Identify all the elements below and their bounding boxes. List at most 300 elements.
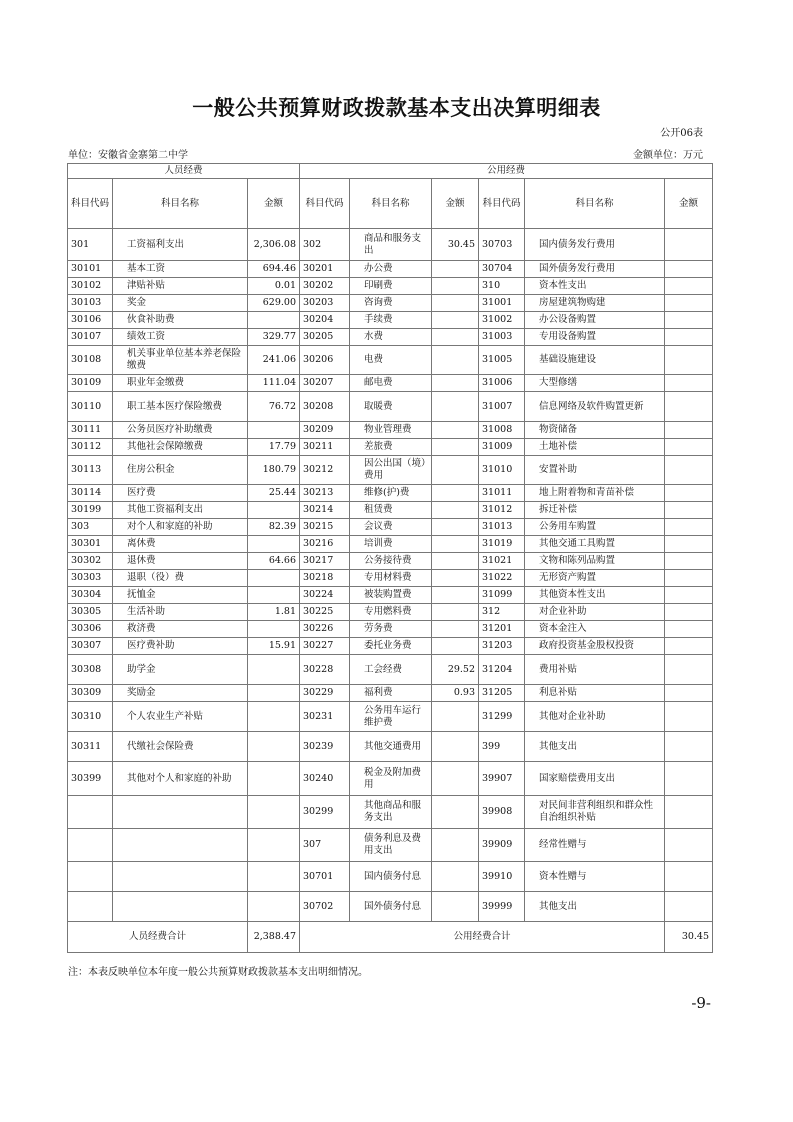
personnel-amount-cell bbox=[248, 422, 300, 439]
capital-name-cell: 房屋建筑物购建 bbox=[525, 295, 665, 312]
personnel-name-cell: 生活补助 bbox=[113, 604, 248, 621]
public-code-cell: 307 bbox=[300, 829, 350, 862]
table-row bbox=[68, 762, 713, 796]
personnel-code-cell: 30301 bbox=[68, 536, 113, 553]
form-number: 公开06表 bbox=[660, 128, 703, 139]
public-name-cell: 其他商品和服务支出 bbox=[350, 796, 432, 829]
personnel-amount-cell bbox=[248, 587, 300, 604]
public-total-label: 公用经费合计 bbox=[300, 922, 665, 953]
capital-name-cell: 拆迁补偿 bbox=[525, 502, 665, 519]
personnel-name-cell: 基本工资 bbox=[113, 261, 248, 278]
public-code-cell: 30212 bbox=[300, 456, 350, 485]
public-name-cell: 物业管理费 bbox=[350, 422, 432, 439]
capital-name-cell: 基础设施建设 bbox=[525, 346, 665, 375]
public-code-cell: 30218 bbox=[300, 570, 350, 587]
table-row bbox=[68, 570, 713, 587]
table-row bbox=[68, 439, 713, 456]
public-name-cell: 因公出国（境）费用 bbox=[350, 456, 432, 485]
capital-name-cell: 国内债务发行费用 bbox=[525, 229, 665, 261]
table-row bbox=[68, 519, 713, 536]
col-header-name: 科目名称 bbox=[525, 179, 665, 229]
capital-code-cell: 39999 bbox=[479, 892, 525, 922]
public-name-cell: 印刷费 bbox=[350, 278, 432, 295]
public-name-cell: 工会经费 bbox=[350, 655, 432, 685]
table-row bbox=[68, 485, 713, 502]
personnel-code-cell: 30111 bbox=[68, 422, 113, 439]
capital-name-cell: 其他资本性支出 bbox=[525, 587, 665, 604]
capital-code-cell: 39907 bbox=[479, 762, 525, 796]
public-code-cell: 30701 bbox=[300, 862, 350, 892]
capital-code-cell: 31019 bbox=[479, 536, 525, 553]
capital-name-cell: 文物和陈列品购置 bbox=[525, 553, 665, 570]
personnel-code-cell: 30307 bbox=[68, 638, 113, 655]
public-code-cell: 30228 bbox=[300, 655, 350, 685]
personnel-name-cell: 代缴社会保险费 bbox=[113, 732, 248, 762]
personnel-code-cell: 30306 bbox=[68, 621, 113, 638]
capital-code-cell: 310 bbox=[479, 278, 525, 295]
public-amount-cell bbox=[432, 796, 479, 829]
capital-amount-cell bbox=[665, 587, 713, 604]
capital-name-cell: 资本性赠与 bbox=[525, 862, 665, 892]
personnel-code-cell bbox=[68, 796, 113, 829]
capital-name-cell: 其他对企业补助 bbox=[525, 702, 665, 732]
personnel-name-cell bbox=[113, 862, 248, 892]
personnel-amount-cell bbox=[248, 685, 300, 702]
public-amount-cell bbox=[432, 762, 479, 796]
table-row bbox=[68, 829, 713, 862]
public-code-cell: 30206 bbox=[300, 346, 350, 375]
public-amount-cell bbox=[432, 892, 479, 922]
public-amount-cell bbox=[432, 422, 479, 439]
personnel-code-cell: 30310 bbox=[68, 702, 113, 732]
public-amount-cell bbox=[432, 261, 479, 278]
personnel-code-cell: 30302 bbox=[68, 553, 113, 570]
public-code-cell: 30202 bbox=[300, 278, 350, 295]
personnel-amount-cell bbox=[248, 621, 300, 638]
capital-code-cell: 31022 bbox=[479, 570, 525, 587]
amount-unit: 金额单位：万元 bbox=[633, 150, 703, 161]
public-amount-cell bbox=[432, 638, 479, 655]
personnel-amount-cell bbox=[248, 862, 300, 892]
table-row bbox=[68, 553, 713, 570]
public-code-cell: 30240 bbox=[300, 762, 350, 796]
capital-code-cell: 31009 bbox=[479, 439, 525, 456]
capital-amount-cell bbox=[665, 329, 713, 346]
public-amount-cell bbox=[432, 312, 479, 329]
public-amount-cell bbox=[432, 570, 479, 587]
public-amount-cell bbox=[432, 553, 479, 570]
public-name-cell: 电费 bbox=[350, 346, 432, 375]
capital-amount-cell bbox=[665, 570, 713, 587]
public-name-cell: 其他交通费用 bbox=[350, 732, 432, 762]
capital-amount-cell bbox=[665, 485, 713, 502]
public-code-cell: 30215 bbox=[300, 519, 350, 536]
public-amount-cell bbox=[432, 329, 479, 346]
personnel-amount-cell: 2,306.08 bbox=[248, 229, 300, 261]
public-total-amount: 30.45 bbox=[665, 922, 713, 953]
table-row bbox=[68, 587, 713, 604]
capital-code-cell: 31204 bbox=[479, 655, 525, 685]
personnel-code-cell: 30113 bbox=[68, 456, 113, 485]
capital-amount-cell bbox=[665, 392, 713, 422]
personnel-amount-cell: 0.01 bbox=[248, 278, 300, 295]
personnel-amount-cell: 17.79 bbox=[248, 439, 300, 456]
public-amount-cell bbox=[432, 702, 479, 732]
personnel-amount-cell bbox=[248, 829, 300, 862]
capital-name-cell: 其他支出 bbox=[525, 732, 665, 762]
public-code-cell: 30207 bbox=[300, 375, 350, 392]
public-code-cell: 30231 bbox=[300, 702, 350, 732]
capital-code-cell: 31002 bbox=[479, 312, 525, 329]
table-row bbox=[68, 621, 713, 638]
public-code-cell: 30211 bbox=[300, 439, 350, 456]
col-header-name: 科目名称 bbox=[350, 179, 432, 229]
personnel-code-cell: 30114 bbox=[68, 485, 113, 502]
public-name-cell: 国内债务付息 bbox=[350, 862, 432, 892]
personnel-name-cell: 住房公积金 bbox=[113, 456, 248, 485]
public-code-cell: 30213 bbox=[300, 485, 350, 502]
personnel-code-cell bbox=[68, 829, 113, 862]
unit-line bbox=[68, 146, 703, 161]
capital-amount-cell bbox=[665, 312, 713, 329]
public-name-cell: 邮电费 bbox=[350, 375, 432, 392]
personnel-code-cell: 30109 bbox=[68, 375, 113, 392]
capital-name-cell: 信息网络及软件购置更新 bbox=[525, 392, 665, 422]
capital-amount-cell bbox=[665, 892, 713, 922]
capital-code-cell: 31299 bbox=[479, 702, 525, 732]
capital-code-cell: 31007 bbox=[479, 392, 525, 422]
capital-code-cell: 31011 bbox=[479, 485, 525, 502]
public-code-cell: 30201 bbox=[300, 261, 350, 278]
personnel-amount-cell: 76.72 bbox=[248, 392, 300, 422]
personnel-code-cell: 30112 bbox=[68, 439, 113, 456]
public-code-cell: 30226 bbox=[300, 621, 350, 638]
personnel-code-cell: 30110 bbox=[68, 392, 113, 422]
capital-code-cell: 31010 bbox=[479, 456, 525, 485]
public-name-cell: 公务接待费 bbox=[350, 553, 432, 570]
capital-amount-cell bbox=[665, 685, 713, 702]
capital-code-cell: 31099 bbox=[479, 587, 525, 604]
capital-amount-cell bbox=[665, 621, 713, 638]
col-header-code: 科目代码 bbox=[68, 179, 113, 229]
col-header-code: 科目代码 bbox=[300, 179, 350, 229]
public-name-cell: 取暖费 bbox=[350, 392, 432, 422]
public-amount-cell bbox=[432, 295, 479, 312]
personnel-group-header: 人员经费 bbox=[68, 164, 300, 179]
public-name-cell: 商品和服务支出 bbox=[350, 229, 432, 261]
personnel-amount-cell: 1.81 bbox=[248, 604, 300, 621]
capital-code-cell: 31012 bbox=[479, 502, 525, 519]
table-row bbox=[68, 702, 713, 732]
public-name-cell: 委托业务费 bbox=[350, 638, 432, 655]
personnel-name-cell: 个人农业生产补贴 bbox=[113, 702, 248, 732]
capital-name-cell: 国家赔偿费用支出 bbox=[525, 762, 665, 796]
capital-name-cell: 土地补偿 bbox=[525, 439, 665, 456]
capital-name-cell: 资本金注入 bbox=[525, 621, 665, 638]
public-code-cell: 30203 bbox=[300, 295, 350, 312]
table-row bbox=[68, 261, 713, 278]
personnel-code-cell: 30101 bbox=[68, 261, 113, 278]
public-amount-cell bbox=[432, 862, 479, 892]
public-amount-cell bbox=[432, 346, 479, 375]
personnel-amount-cell bbox=[248, 570, 300, 587]
public-name-cell: 被装购置费 bbox=[350, 587, 432, 604]
capital-code-cell: 31205 bbox=[479, 685, 525, 702]
capital-name-cell: 对民间非营利组织和群众性自治组织补贴 bbox=[525, 796, 665, 829]
table-row bbox=[68, 312, 713, 329]
personnel-name-cell bbox=[113, 892, 248, 922]
personnel-name-cell: 公务员医疗补助缴费 bbox=[113, 422, 248, 439]
capital-amount-cell bbox=[665, 229, 713, 261]
personnel-amount-cell bbox=[248, 732, 300, 762]
public-amount-cell bbox=[432, 604, 479, 621]
personnel-name-cell bbox=[113, 796, 248, 829]
unit-name: 单位：安徽省金寨第二中学 bbox=[68, 150, 188, 161]
table-row bbox=[68, 329, 713, 346]
capital-amount-cell bbox=[665, 502, 713, 519]
table-row bbox=[68, 536, 713, 553]
capital-amount-cell bbox=[665, 796, 713, 829]
public-amount-cell bbox=[432, 621, 479, 638]
table-row bbox=[68, 392, 713, 422]
personnel-code-cell: 30303 bbox=[68, 570, 113, 587]
capital-amount-cell bbox=[665, 456, 713, 485]
capital-name-cell: 专用设备购置 bbox=[525, 329, 665, 346]
table-row bbox=[68, 422, 713, 439]
capital-amount-cell bbox=[665, 829, 713, 862]
personnel-code-cell: 30108 bbox=[68, 346, 113, 375]
capital-name-cell: 对企业补助 bbox=[525, 604, 665, 621]
capital-code-cell: 39909 bbox=[479, 829, 525, 862]
capital-name-cell: 费用补贴 bbox=[525, 655, 665, 685]
public-amount-cell bbox=[432, 392, 479, 422]
table-row bbox=[68, 685, 713, 702]
page-title: 一般公共预算财政拨款基本支出决算明细表 bbox=[192, 95, 601, 120]
table-row bbox=[68, 655, 713, 685]
capital-code-cell: 31006 bbox=[479, 375, 525, 392]
capital-name-cell: 其他交通工具购置 bbox=[525, 536, 665, 553]
personnel-amount-cell: 25.44 bbox=[248, 485, 300, 502]
public-amount-cell bbox=[432, 278, 479, 295]
personnel-name-cell: 其他社会保障缴费 bbox=[113, 439, 248, 456]
public-amount-cell bbox=[432, 502, 479, 519]
public-name-cell: 差旅费 bbox=[350, 439, 432, 456]
public-name-cell: 水费 bbox=[350, 329, 432, 346]
personnel-total-label: 人员经费合计 bbox=[68, 922, 248, 953]
personnel-code-cell: 30309 bbox=[68, 685, 113, 702]
public-code-cell: 30208 bbox=[300, 392, 350, 422]
capital-code-cell: 31201 bbox=[479, 621, 525, 638]
public-amount-cell bbox=[432, 829, 479, 862]
public-name-cell: 劳务费 bbox=[350, 621, 432, 638]
personnel-code-cell: 30102 bbox=[68, 278, 113, 295]
public-code-cell: 30227 bbox=[300, 638, 350, 655]
public-group-header: 公用经费 bbox=[300, 164, 713, 179]
capital-amount-cell bbox=[665, 346, 713, 375]
public-code-cell: 30299 bbox=[300, 796, 350, 829]
personnel-amount-cell bbox=[248, 536, 300, 553]
capital-name-cell: 物资储备 bbox=[525, 422, 665, 439]
personnel-name-cell: 机关事业单位基本养老保险缴费 bbox=[113, 346, 248, 375]
personnel-amount-cell bbox=[248, 702, 300, 732]
capital-code-cell: 30704 bbox=[479, 261, 525, 278]
personnel-name-cell: 离休费 bbox=[113, 536, 248, 553]
capital-code-cell: 312 bbox=[479, 604, 525, 621]
capital-amount-cell bbox=[665, 375, 713, 392]
personnel-amount-cell bbox=[248, 892, 300, 922]
personnel-code-cell: 301 bbox=[68, 229, 113, 261]
personnel-code-cell bbox=[68, 892, 113, 922]
col-header-code: 科目代码 bbox=[479, 179, 525, 229]
capital-name-cell: 地上附着物和青苗补偿 bbox=[525, 485, 665, 502]
col-header-amount: 金额 bbox=[665, 179, 713, 229]
capital-code-cell: 39908 bbox=[479, 796, 525, 829]
capital-name-cell: 利息补贴 bbox=[525, 685, 665, 702]
personnel-amount-cell: 111.04 bbox=[248, 375, 300, 392]
personnel-name-cell: 绩效工资 bbox=[113, 329, 248, 346]
public-amount-cell bbox=[432, 456, 479, 485]
personnel-name-cell: 对个人和家庭的补助 bbox=[113, 519, 248, 536]
personnel-code-cell: 30304 bbox=[68, 587, 113, 604]
personnel-code-cell: 303 bbox=[68, 519, 113, 536]
capital-amount-cell bbox=[665, 604, 713, 621]
personnel-name-cell: 医疗费 bbox=[113, 485, 248, 502]
personnel-name-cell: 职工基本医疗保险缴费 bbox=[113, 392, 248, 422]
personnel-amount-cell: 241.06 bbox=[248, 346, 300, 375]
capital-amount-cell bbox=[665, 638, 713, 655]
table-row bbox=[68, 346, 713, 375]
capital-amount-cell bbox=[665, 519, 713, 536]
capital-amount-cell bbox=[665, 732, 713, 762]
personnel-amount-cell: 629.00 bbox=[248, 295, 300, 312]
personnel-amount-cell: 15.91 bbox=[248, 638, 300, 655]
public-amount-cell: 29.52 bbox=[432, 655, 479, 685]
public-name-cell: 办公费 bbox=[350, 261, 432, 278]
public-name-cell: 租赁费 bbox=[350, 502, 432, 519]
public-code-cell: 30209 bbox=[300, 422, 350, 439]
public-name-cell: 维修(护)费 bbox=[350, 485, 432, 502]
personnel-code-cell: 30103 bbox=[68, 295, 113, 312]
capital-amount-cell bbox=[665, 655, 713, 685]
public-code-cell: 30204 bbox=[300, 312, 350, 329]
col-header-name: 科目名称 bbox=[113, 179, 248, 229]
table-row bbox=[68, 604, 713, 621]
personnel-name-cell: 救济费 bbox=[113, 621, 248, 638]
capital-amount-cell bbox=[665, 422, 713, 439]
table-body bbox=[68, 229, 713, 922]
public-name-cell: 咨询费 bbox=[350, 295, 432, 312]
table-row bbox=[68, 862, 713, 892]
public-amount-cell: 0.93 bbox=[432, 685, 479, 702]
public-code-cell: 302 bbox=[300, 229, 350, 261]
public-name-cell: 国外债务付息 bbox=[350, 892, 432, 922]
personnel-amount-cell: 82.39 bbox=[248, 519, 300, 536]
table-row bbox=[68, 796, 713, 829]
personnel-amount-cell bbox=[248, 502, 300, 519]
public-name-cell: 会议费 bbox=[350, 519, 432, 536]
personnel-amount-cell bbox=[248, 762, 300, 796]
table-row bbox=[68, 295, 713, 312]
capital-code-cell: 31005 bbox=[479, 346, 525, 375]
capital-code-cell: 30703 bbox=[479, 229, 525, 261]
public-code-cell: 30217 bbox=[300, 553, 350, 570]
capital-code-cell: 31008 bbox=[479, 422, 525, 439]
page-number: -9- bbox=[691, 994, 711, 1012]
personnel-name-cell: 抚恤金 bbox=[113, 587, 248, 604]
col-header-amount: 金额 bbox=[248, 179, 300, 229]
personnel-amount-cell: 329.77 bbox=[248, 329, 300, 346]
capital-name-cell: 资本性支出 bbox=[525, 278, 665, 295]
capital-code-cell: 31003 bbox=[479, 329, 525, 346]
public-name-cell: 税金及附加费用 bbox=[350, 762, 432, 796]
public-amount-cell bbox=[432, 519, 479, 536]
personnel-code-cell: 30106 bbox=[68, 312, 113, 329]
public-code-cell: 30702 bbox=[300, 892, 350, 922]
public-amount-cell bbox=[432, 439, 479, 456]
personnel-name-cell: 奖金 bbox=[113, 295, 248, 312]
capital-amount-cell bbox=[665, 553, 713, 570]
public-amount-cell bbox=[432, 375, 479, 392]
capital-amount-cell bbox=[665, 702, 713, 732]
personnel-name-cell: 退职（役）费 bbox=[113, 570, 248, 587]
personnel-code-cell: 30305 bbox=[68, 604, 113, 621]
personnel-amount-cell bbox=[248, 796, 300, 829]
public-name-cell: 手续费 bbox=[350, 312, 432, 329]
table-row bbox=[68, 278, 713, 295]
public-amount-cell bbox=[432, 732, 479, 762]
capital-code-cell: 31021 bbox=[479, 553, 525, 570]
capital-name-cell: 其他支出 bbox=[525, 892, 665, 922]
public-code-cell: 30214 bbox=[300, 502, 350, 519]
expenditure-table bbox=[67, 163, 713, 953]
personnel-name-cell: 奖励金 bbox=[113, 685, 248, 702]
table-row bbox=[68, 502, 713, 519]
personnel-name-cell: 其他工资福利支出 bbox=[113, 502, 248, 519]
personnel-code-cell: 30199 bbox=[68, 502, 113, 519]
personnel-name-cell: 其他对个人和家庭的补助 bbox=[113, 762, 248, 796]
capital-name-cell: 安置补助 bbox=[525, 456, 665, 485]
capital-amount-cell bbox=[665, 278, 713, 295]
personnel-code-cell: 30107 bbox=[68, 329, 113, 346]
personnel-name-cell: 医疗费补助 bbox=[113, 638, 248, 655]
personnel-amount-cell: 694.46 bbox=[248, 261, 300, 278]
public-code-cell: 30239 bbox=[300, 732, 350, 762]
public-amount-cell bbox=[432, 536, 479, 553]
public-name-cell: 专用材料费 bbox=[350, 570, 432, 587]
public-amount-cell bbox=[432, 587, 479, 604]
capital-name-cell: 公务用车购置 bbox=[525, 519, 665, 536]
table-note: 注：本表反映单位本年度一般公共预算财政拨款基本支出明细情况。 bbox=[68, 967, 368, 978]
personnel-name-cell: 职业年金缴费 bbox=[113, 375, 248, 392]
col-header-amount: 金额 bbox=[432, 179, 479, 229]
capital-code-cell: 31001 bbox=[479, 295, 525, 312]
capital-name-cell: 国外债务发行费用 bbox=[525, 261, 665, 278]
personnel-amount-cell bbox=[248, 312, 300, 329]
table-row bbox=[68, 892, 713, 922]
personnel-name-cell bbox=[113, 829, 248, 862]
public-amount-cell bbox=[432, 485, 479, 502]
public-name-cell: 专用燃料费 bbox=[350, 604, 432, 621]
personnel-code-cell bbox=[68, 862, 113, 892]
capital-code-cell: 31203 bbox=[479, 638, 525, 655]
personnel-name-cell: 退休费 bbox=[113, 553, 248, 570]
capital-amount-cell bbox=[665, 762, 713, 796]
capital-code-cell: 399 bbox=[479, 732, 525, 762]
public-code-cell: 30225 bbox=[300, 604, 350, 621]
capital-amount-cell bbox=[665, 295, 713, 312]
capital-name-cell: 无形资产购置 bbox=[525, 570, 665, 587]
personnel-total-amount: 2,388.47 bbox=[248, 922, 300, 953]
